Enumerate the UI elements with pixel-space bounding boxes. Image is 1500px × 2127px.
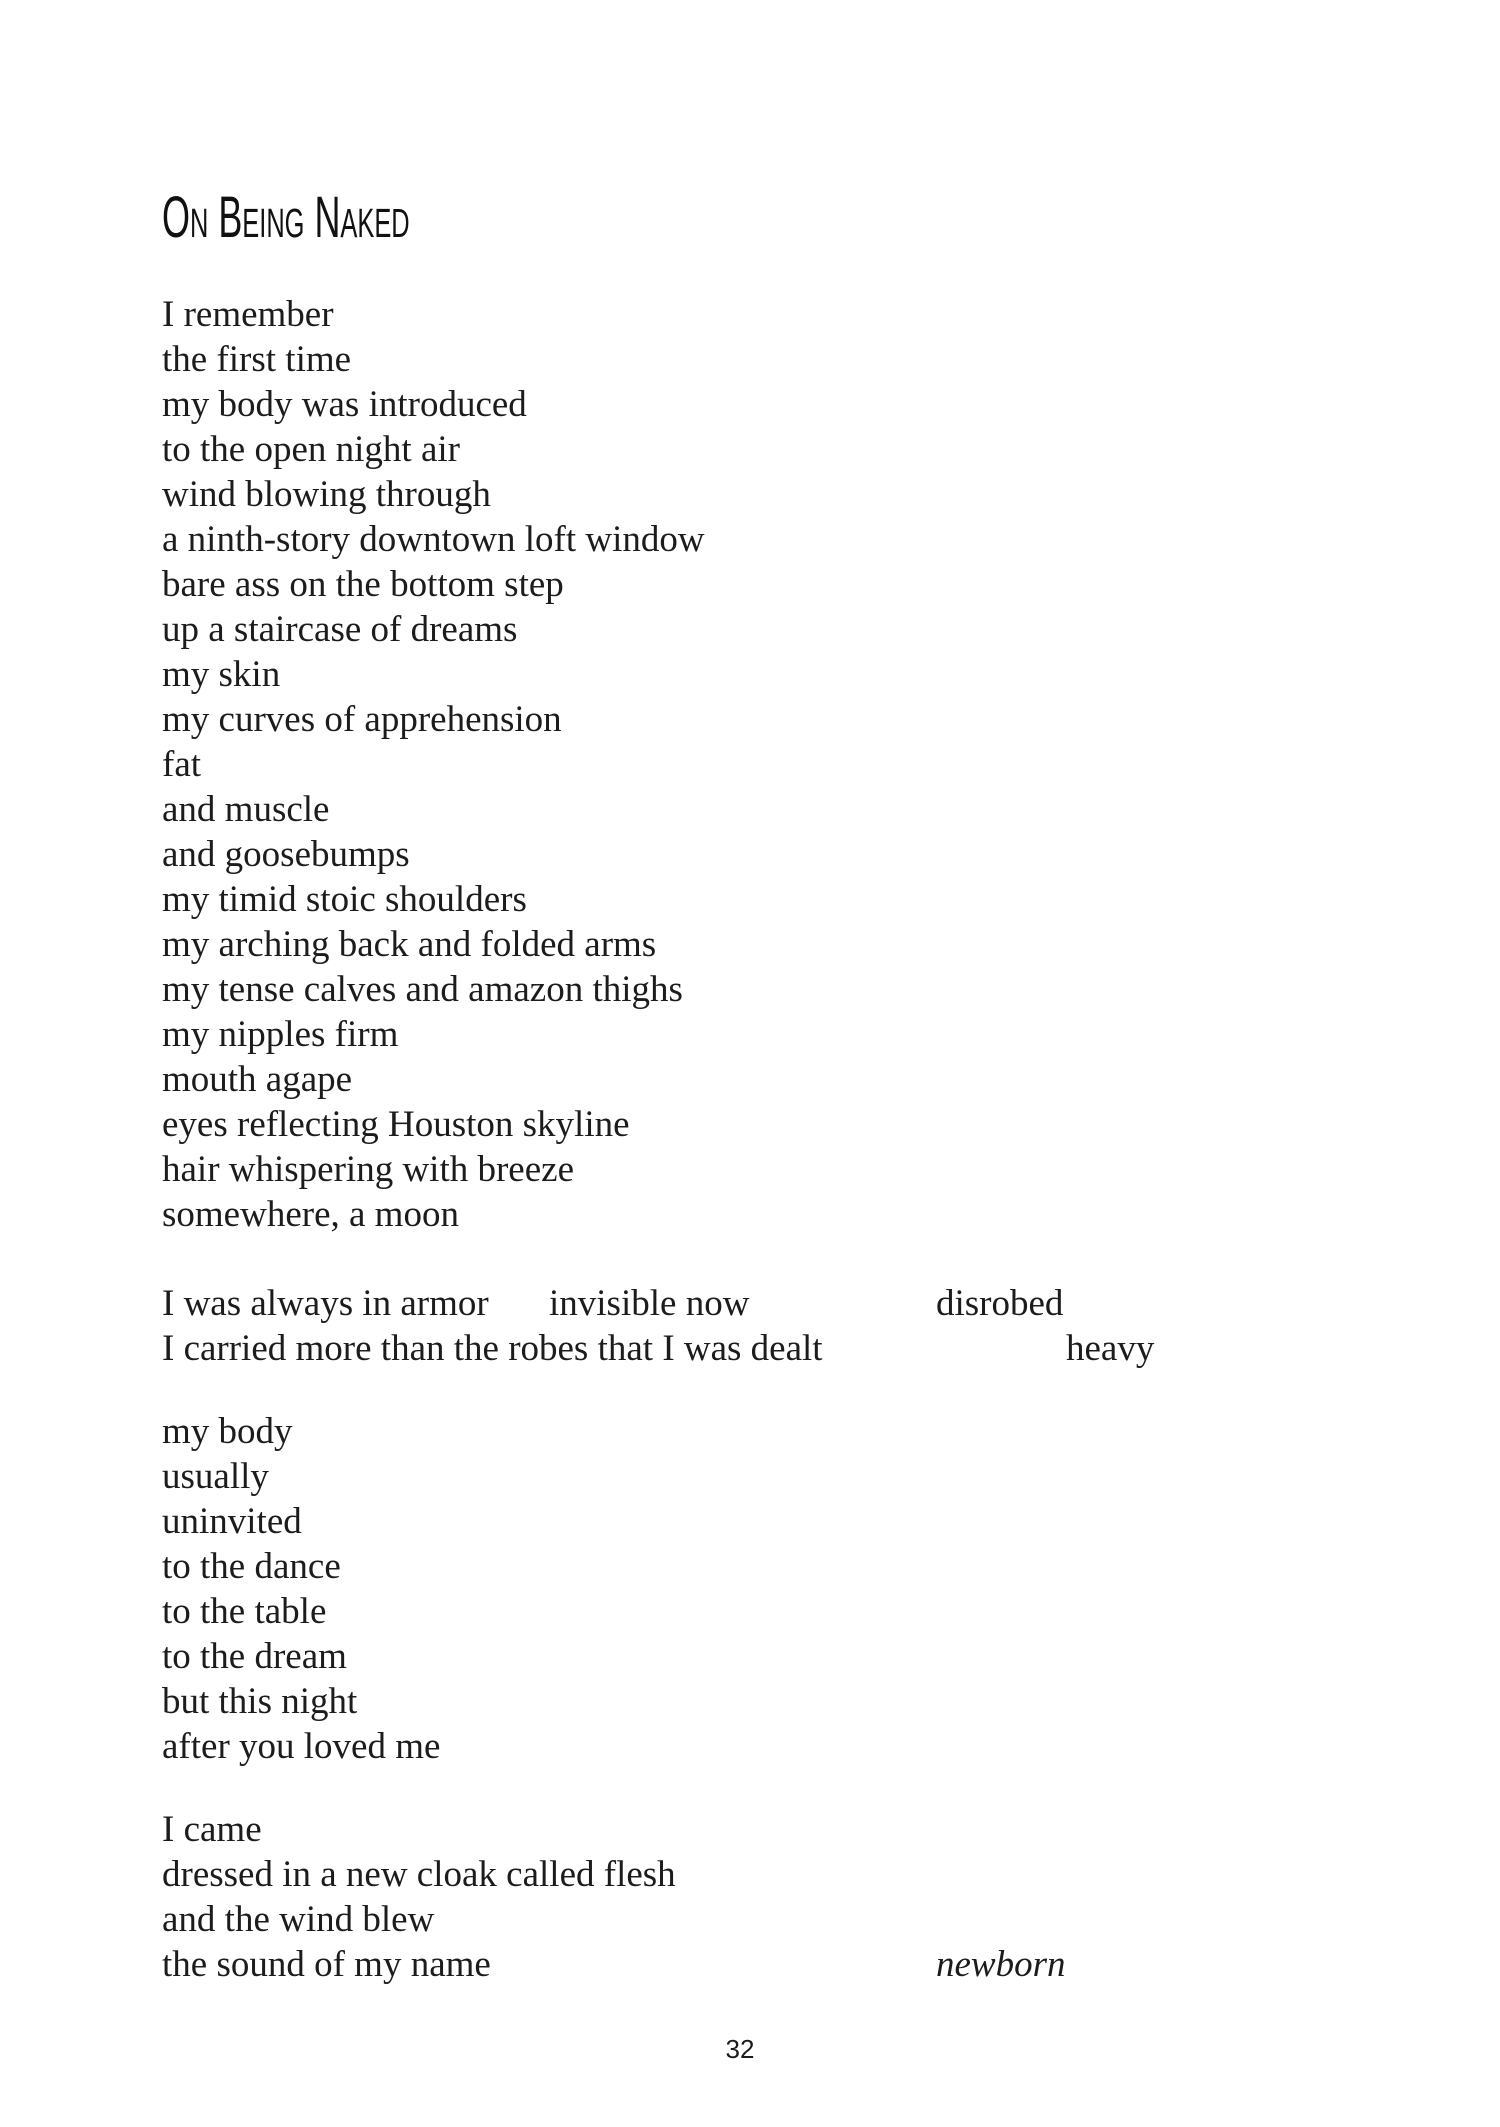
- poem-line: my body: [162, 1411, 293, 1452]
- poem-line: I came: [162, 1809, 262, 1850]
- poem-line: my nipples firm: [162, 1014, 399, 1055]
- stanza-1: [162, 292, 1362, 1237]
- poem-line: to the dream: [162, 1636, 347, 1677]
- poem-line: uninvited: [162, 1501, 302, 1542]
- poem-line: my tense calves and amazon thighs: [162, 969, 683, 1010]
- stanza-break: [162, 1371, 1362, 1409]
- poem-line: up a staircase of dreams: [162, 609, 518, 650]
- poem-line: fat: [162, 744, 202, 785]
- poem-line: dressed in a new cloak called flesh: [162, 1854, 676, 1895]
- italic-word: newborn: [936, 1944, 1066, 1985]
- poem-title: On Being Naked: [162, 185, 410, 250]
- line-fragment: invisible now: [549, 1283, 750, 1324]
- poem-line: somewhere, a moon: [162, 1194, 459, 1235]
- poem-line: wind blowing through: [162, 474, 491, 515]
- poem-line: mouth agape: [162, 1059, 353, 1100]
- line-fragment: I was always in armor: [162, 1283, 489, 1324]
- poem-line: I remember: [162, 294, 334, 335]
- poem-line-spaced: [162, 1281, 1362, 1326]
- poem-line: my body was introduced: [162, 384, 527, 425]
- poem-line: to the open night air: [162, 429, 460, 470]
- stanza-break: [162, 1769, 1362, 1807]
- stanza-4: [162, 1807, 1362, 1987]
- line-fragment: disrobed: [936, 1283, 1064, 1324]
- poem-line: after you loved me: [162, 1726, 441, 1767]
- poem-line: and the wind blew: [162, 1899, 435, 1940]
- poem-line: my skin: [162, 654, 281, 695]
- poem-line: bare ass on the bottom step: [162, 564, 564, 605]
- poem-line: my curves of apprehension: [162, 699, 562, 740]
- stanza-break: [162, 1237, 1362, 1281]
- poem-body: [162, 292, 1362, 1987]
- poem-line-spaced: [162, 1326, 1362, 1371]
- stanza-3: [162, 1409, 1362, 1769]
- poem-line: and goosebumps: [162, 834, 410, 875]
- line-fragment: the sound of my name: [162, 1944, 491, 1985]
- poem-line: but this night: [162, 1681, 358, 1722]
- page-number: 32: [725, 2034, 755, 2064]
- line-fragment: I carried more than the robes that I was dealt: [162, 1328, 823, 1369]
- poem-line: eyes reflecting Houston skyline: [162, 1104, 630, 1145]
- poem-line: my arching back and folded arms: [162, 924, 657, 965]
- poem-line: the first time: [162, 339, 352, 380]
- stanza-2: [162, 1281, 1362, 1371]
- poem-line: to the dance: [162, 1546, 341, 1587]
- line-fragment: heavy: [1066, 1328, 1155, 1369]
- poem-line: my timid stoic shoulders: [162, 879, 527, 920]
- poem-line-spaced: [162, 1942, 1362, 1987]
- poem-line: and muscle: [162, 789, 330, 830]
- poem-line: usually: [162, 1456, 269, 1497]
- poem-line: to the table: [162, 1591, 327, 1632]
- poem-line: hair whispering with breeze: [162, 1149, 574, 1190]
- poem-line: a ninth-story downtown loft window: [162, 519, 705, 560]
